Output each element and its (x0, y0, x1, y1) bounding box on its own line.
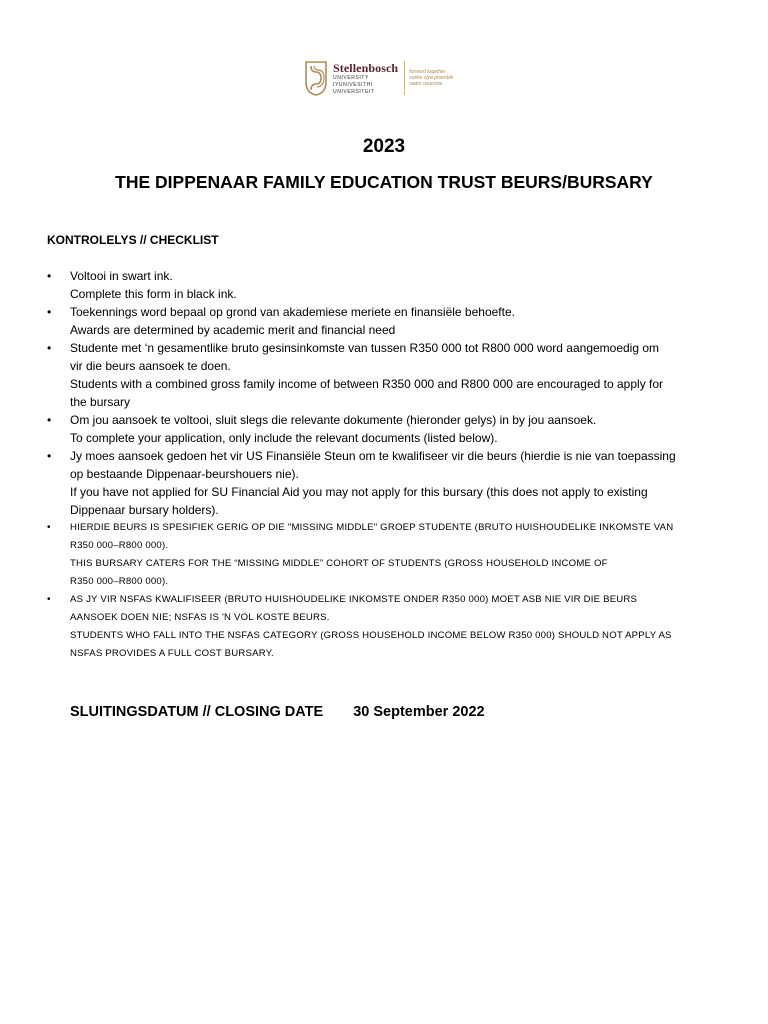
checklist-item (47, 267, 727, 303)
checklist-line: Jy moes aansoek gedoen het vir US Finansiële Steun om te kwalifiseer vir die beurs (hierdie is nie van toepassing (70, 449, 676, 463)
checklist-item (47, 411, 727, 447)
closing-date-label: SLUITINGSDATUM // CLOSING DATE (70, 704, 324, 720)
checklist-line: To complete your application, only include the relevant documents (listed below). (70, 431, 498, 445)
checklist (47, 267, 727, 663)
bullet-icon: • (47, 341, 52, 355)
document-title: THE DIPPENAAR FAMILY EDUCATION TRUST BEURS/BURSARY (115, 172, 653, 192)
checklist-line: Students with a combined gross family income of between R350 000 and R800 000 are encouraged to apply for (70, 377, 664, 391)
bullet-icon: • (47, 522, 51, 533)
checklist-line: AS JY VIR NSFAS KWALIFISEER (BRUTO HUISHOUDELIKE INKOMSTE ONDER R350 000) MOET ASB NIE VIR DIE BEURS (70, 594, 638, 605)
checklist-line: Complete this form in black ink. (70, 287, 237, 301)
checklist-line: Dippenaar bursary holders). (70, 503, 219, 517)
logo-tagline-line: saam vorentoe (409, 81, 443, 87)
checklist-heading: KONTROLELYS // CHECKLIST (47, 233, 219, 247)
checklist-line: Studente met ‘n gesamentlike bruto gesinsinkomste van tussen R350 000 tot R800 000 word aangemoedig om (70, 341, 660, 355)
checklist-line: STUDENTS WHO FALL INTO THE NSFAS CATEGORY (GROSS HOUSEHOLD INCOME BELOW R350 000) SHOULD NOT APPLY AS (70, 630, 672, 641)
logo-tagline-line: sonke siya phambili (409, 75, 453, 81)
document-year: 2023 (362, 136, 406, 157)
checklist-line: HIERDIE BEURS IS SPESIFIEK GERIG OP DIE "MISSING MIDDLE" GROEP STUDENTE (BRUTO HUISHOUDELIKE INKOMSTE VAN (70, 522, 674, 533)
logo-name: Stellenbosch (333, 60, 399, 75)
checklist-line: If you have not applied for SU Financial Aid you may not apply for this bursary (this does not apply to existing (70, 485, 648, 499)
closing-date-row (70, 704, 485, 720)
logo-tagline (409, 69, 453, 87)
bullet-icon: • (47, 449, 52, 463)
logo-tagline-line: forward together (409, 69, 446, 75)
stellenbosch-logo (303, 58, 503, 98)
checklist-item (47, 303, 727, 339)
bullet-icon: • (47, 305, 52, 319)
checklist-line: Voltooi in swart ink. (70, 269, 173, 283)
checklist-item (47, 591, 727, 663)
checklist-line: Toekennings word bepaal op grond van akademiese meriete en finansiële behoefte. (70, 305, 515, 319)
checklist-line: R350 000–R800 000). (70, 540, 169, 551)
checklist-line: op bestaande Dippenaar-beurshouers nie). (70, 467, 299, 481)
logo-sub-line: UNIVERSITY (333, 74, 370, 81)
checklist-item (47, 519, 727, 591)
bullet-icon: • (47, 413, 52, 427)
checklist-line: R350 000–R800 000). (70, 576, 169, 587)
checklist-item (47, 339, 727, 411)
checklist-item (47, 447, 727, 519)
bullet-icon: • (47, 269, 52, 283)
logo-sub-line: IYUNIVESITHI (333, 81, 373, 88)
bullet-icon: • (47, 594, 51, 605)
logo-divider (404, 61, 405, 95)
checklist-line: Awards are determined by academic merit and financial need (70, 323, 396, 337)
checklist-line: AANSOEK DOEN NIE; NSFAS IS 'N VOL KOSTE BEURS. (70, 612, 330, 623)
logo-sub-line: UNIVERSITEIT (333, 88, 375, 95)
stellenbosch-crest-icon (303, 60, 329, 96)
checklist-line: vir die beurs aansoek te doen. (70, 359, 231, 373)
checklist-line: the bursary (70, 395, 131, 409)
closing-date-value: 30 September 2022 (353, 704, 485, 720)
checklist-line: Om jou aansoek te voltooi, sluit slegs die relevante dokumente (hieronder gelys) in by jou aansoek. (70, 413, 597, 427)
checklist-line: NSFAS PROVIDES A FULL COST BURSARY. (70, 648, 274, 659)
checklist-line: THIS BURSARY CATERS FOR THE “MISSING MIDDLE” COHORT OF STUDENTS (GROSS HOUSEHOLD INCOME OF (70, 558, 608, 569)
